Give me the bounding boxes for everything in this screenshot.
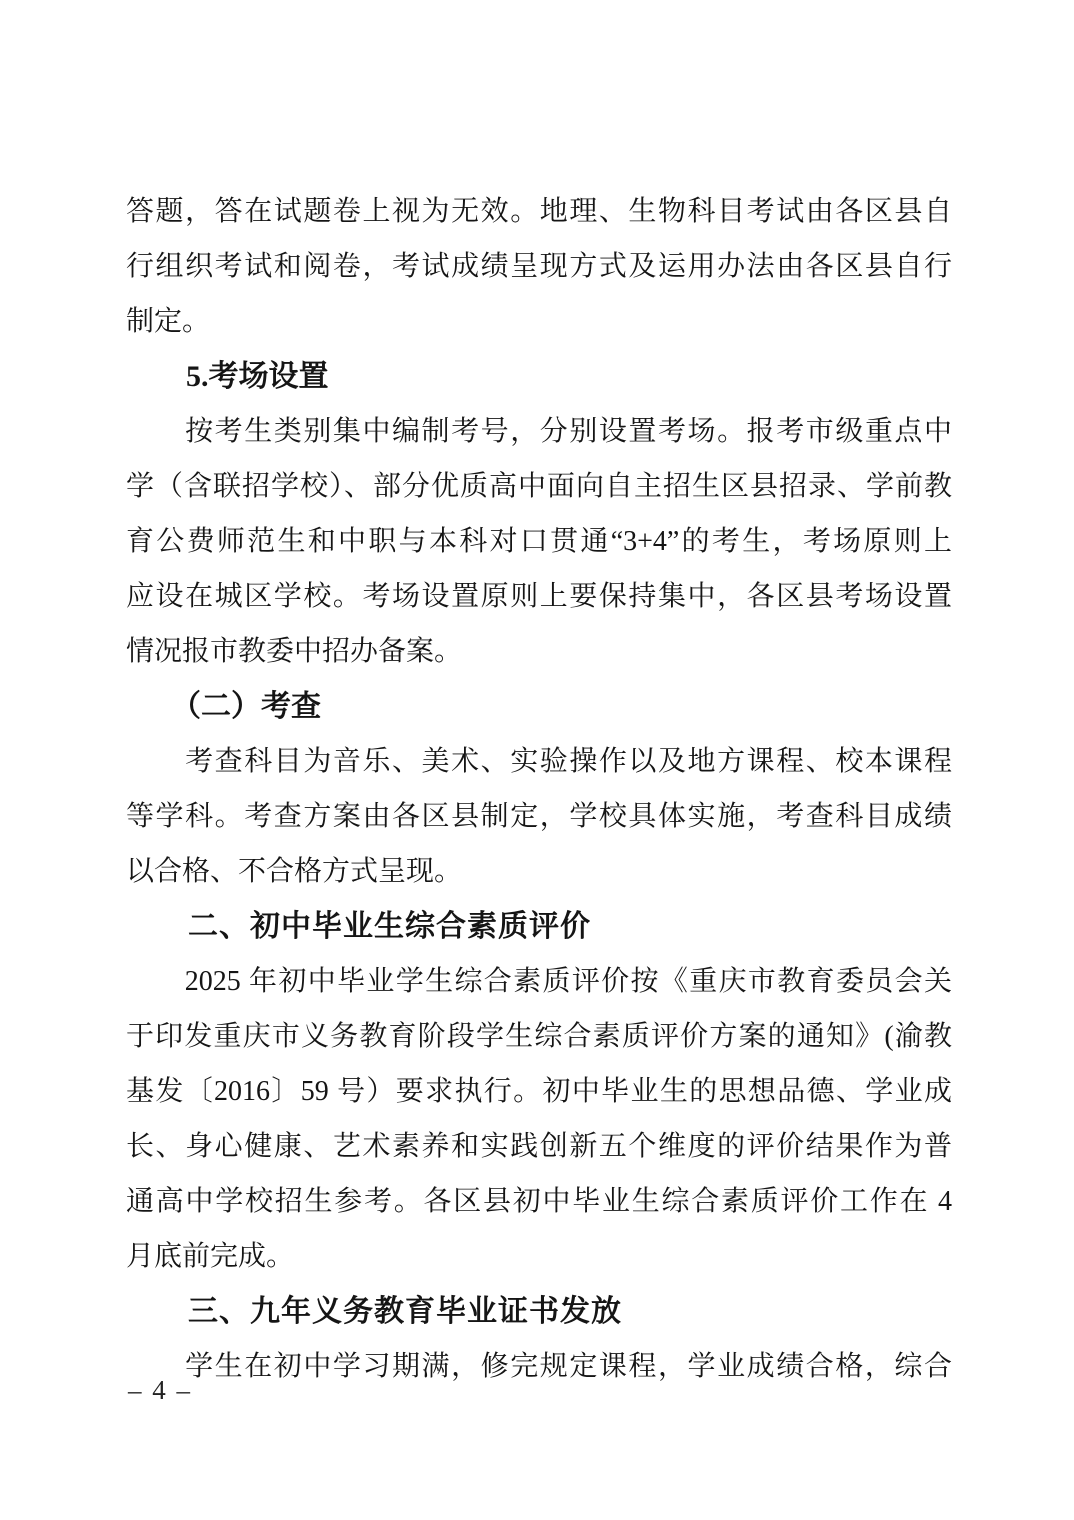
footer-page-number: – 4 – [128,1375,192,1405]
heading-section-3-diploma-issuance [126,1284,952,1339]
heading-2-assessment [126,679,952,734]
text-line: 学（含联招学校）、部分优质高中面向自主招生区县招录、学前教 [126,471,952,502]
text-line: 制定。 [126,306,211,337]
text-line: 基发〔2016〕59 号）要求执行。初中毕业生的思想品德、学业成 [126,1076,952,1107]
text-line: 学生在初中学习期满，修完规定课程，学业成绩合格，综合 [126,1351,952,1382]
text-line: 于印发重庆市义务教育阶段学生综合素质评价方案的通知》(渝教 [126,1021,952,1052]
text-line: 5.考场设置 [126,360,329,393]
text-line: 等学科。考查方案由各区县制定，学校具体实施，考查科目成绩 [126,801,952,832]
text-line: 行组织考试和阅卷，考试成绩呈现方式及运用办法由各区县自行 [126,251,952,282]
heading-5-exam-venue-setup [126,349,952,404]
text-line: （二）考查 [126,690,321,723]
text-line: 2025 年初中毕业学生综合素质评价按《重庆市教育委员会关 [126,966,952,997]
text-line: 二、初中毕业生综合素质评价 [126,910,591,943]
text-line: 考查科目为音乐、美术、实验操作以及地方课程、校本课程 [126,746,952,777]
text-line: 通高中学校招生参考。各区县初中毕业生综合素质评价工作在 4 [126,1186,952,1217]
heading-section-2-comprehensive-quality-evaluation [126,899,952,954]
paragraph-diploma-issuance [126,1339,952,1394]
text-line: 情况报市教委中招办备案。 [126,636,463,667]
text-line: 以合格、不合格方式呈现。 [126,856,463,887]
document-content [126,184,952,1394]
text-line: 答题，答在试题卷上视为无效。地理、生物科目考试由各区县自 [126,196,952,227]
paragraph-exam-venue-setup [126,404,952,679]
text-line: 育公费师范生和中职与本科对口贯通“3+4”的考生，考场原则上 [126,526,952,557]
paragraph-answer-sheet-rules [126,184,952,349]
text-line: 长、身心健康、艺术素养和实践创新五个维度的评价结果作为普 [126,1131,952,1162]
paragraph-comprehensive-quality-evaluation [126,954,952,1284]
text-line: 三、九年义务教育毕业证书发放 [126,1295,622,1328]
paragraph-assessment-subjects [126,734,952,899]
text-line: 月底前完成。 [126,1241,295,1272]
text-line: 应设在城区学校。考场设置原则上要保持集中，各区县考场设置 [126,581,952,612]
text-line: 按考生类别集中编制考号，分别设置考场。报考市级重点中 [126,416,952,447]
